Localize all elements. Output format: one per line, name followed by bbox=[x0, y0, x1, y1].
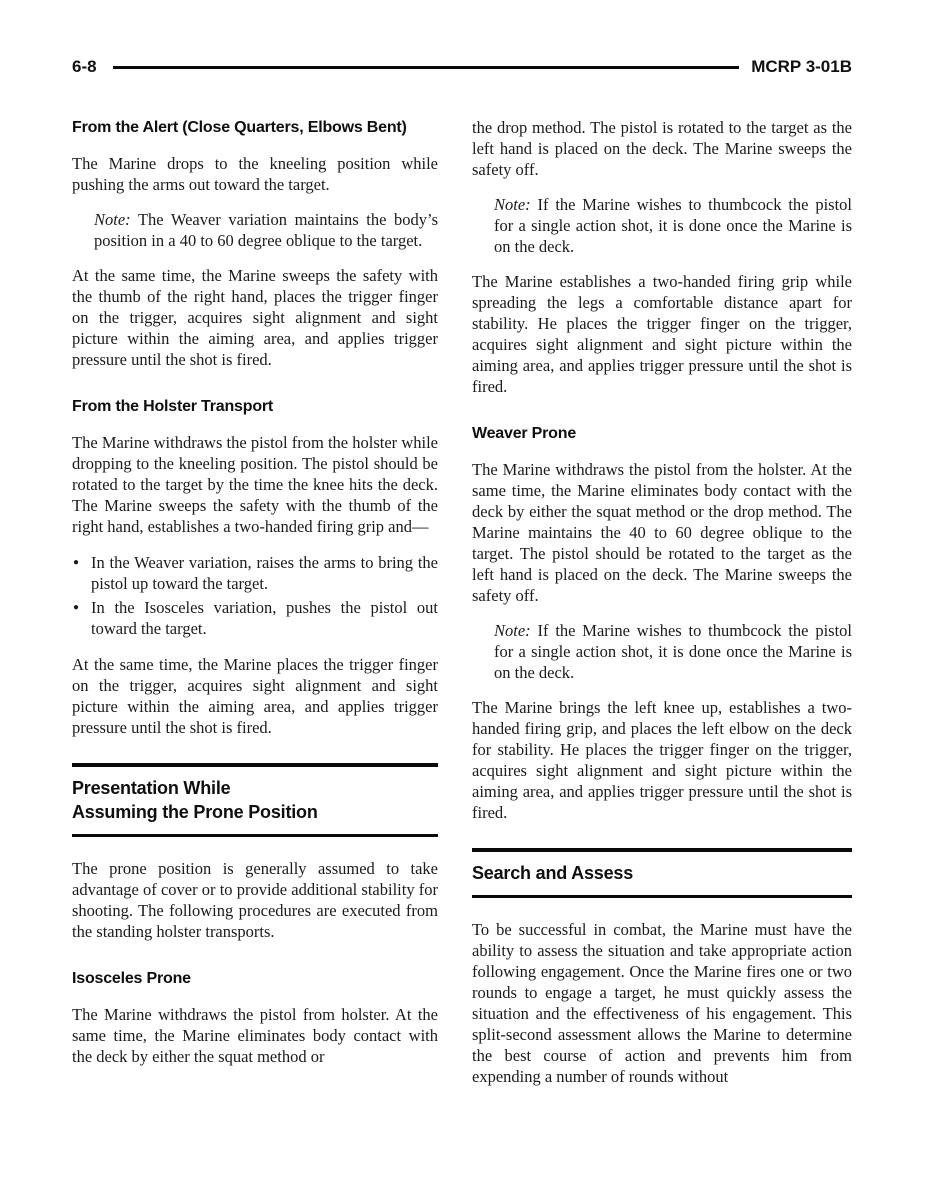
heading-weaver-prone: Weaver Prone bbox=[472, 425, 577, 442]
note bbox=[494, 194, 852, 257]
bullet-list bbox=[72, 552, 438, 639]
bullet-icon: ● bbox=[73, 557, 80, 568]
section-heading-presentation-prone bbox=[72, 763, 438, 837]
paragraph: The Marine establishes a two-handed firing grip while spreading the legs a comfortable distance apart for stability. He places the trigger finger on the trigger, acquires sight alignment and sight picture within the aiming area, and applies trigger pressure until the shot is fired. bbox=[472, 272, 852, 396]
note-label: Note: bbox=[494, 195, 531, 214]
note-label: Note: bbox=[94, 210, 131, 229]
page-number: 6-8 bbox=[72, 57, 97, 76]
two-column-body bbox=[72, 117, 852, 1101]
section-title bbox=[72, 776, 438, 824]
note-text: If the Marine wishes to thumbcock the pistol for a single action shot, it is done once the Marine is on the deck. bbox=[494, 621, 852, 682]
list-item-text: In the Isosceles variation, pushes the pistol out toward the target. bbox=[91, 598, 438, 638]
heading-from-the-holster-transport: From the Holster Transport bbox=[72, 398, 274, 415]
paragraph: The Marine withdraws the pistol from the holster. At the same time, the Marine eliminates body contact with the deck by either the squat method or the drop method. The Marine maintains the 40 to 60 degree oblique to the target. The pistol should be rotated to the target as the left hand is placed on the deck. The Marine sweeps the safety off. bbox=[472, 460, 852, 605]
page-header bbox=[72, 56, 852, 77]
heading-isosceles-prone: Isosceles Prone bbox=[72, 970, 191, 987]
list-item bbox=[72, 597, 438, 639]
heading-from-the-alert: From the Alert (Close Quarters, Elbows Bent) bbox=[72, 119, 407, 136]
section-title-line2: Assuming the Prone Position bbox=[72, 802, 318, 822]
paragraph: The Marine withdraws the pistol from holster. At the same time, the Marine eliminates body contact with the deck by either the squat method or bbox=[72, 1005, 438, 1066]
doc-code: MCRP 3-01B bbox=[751, 57, 852, 76]
note bbox=[494, 620, 852, 683]
paragraph: At the same time, the Marine sweeps the safety with the thumb of the right hand, places the trigger finger on the trigger, acquires sight alignment and sight picture within the aiming area, and applies trigger pressure until the shot is fired. bbox=[72, 266, 438, 369]
paragraph: The prone position is generally assumed to take advantage of cover or to provide additional stability for shooting. The following procedures are executed from the standing holster transports. bbox=[72, 859, 438, 941]
column-left bbox=[72, 117, 438, 1101]
note-label: Note: bbox=[494, 621, 531, 640]
section-title-line1: Presentation While bbox=[72, 778, 231, 798]
note bbox=[94, 209, 438, 251]
header-rule bbox=[113, 66, 740, 69]
paragraph: The Marine drops to the kneeling position while pushing the arms out toward the target. bbox=[72, 154, 438, 194]
paragraph: The Marine withdraws the pistol from the holster while dropping to the kneeling position. The pistol should be rotated to the target by the time the knee hits the deck. The Marine sweeps the safety with the thumb of the right hand, establishes a two-handed firing grip and— bbox=[72, 433, 438, 536]
bullet-icon: ● bbox=[73, 602, 80, 613]
paragraph: the drop method. The pistol is rotated to the target as the left hand is placed on the deck. The Marine sweeps the safety off. bbox=[472, 118, 852, 179]
paragraph: To be successful in combat, the Marine must have the ability to assess the situation and take appropriate action following engagement. Once the Marine fires one or two rounds to engage a target, he must quickly assess the situation and the effectiveness of his engagement. This split-second assessment allows the Marine to determine the best course of action and prevents him from expending a number of rounds without bbox=[472, 920, 852, 1086]
list-item bbox=[72, 552, 438, 594]
list-item-text: In the Weaver variation, raises the arms to bring the pistol up toward the target. bbox=[91, 553, 438, 593]
section-heading-search-and-assess bbox=[472, 848, 852, 898]
column-right bbox=[472, 117, 852, 1101]
note-text: If the Marine wishes to thumbcock the pistol for a single action shot, it is done once the Marine is on the deck. bbox=[494, 195, 852, 256]
paragraph: The Marine brings the left knee up, establishes a two-handed firing grip, and places the left elbow on the deck for stability. He places the trigger finger on the trigger, acquires sight alignment and sight picture within the aiming area, and applies trigger pressure until the shot is fired. bbox=[472, 698, 852, 822]
note-text: The Weaver variation maintains the body’s position in a 40 to 60 degree oblique to the target. bbox=[94, 210, 438, 250]
section-title-line1: Search and Assess bbox=[472, 863, 634, 883]
paragraph: At the same time, the Marine places the trigger finger on the trigger, acquires sight alignment and sight picture within the aiming area, and applies trigger pressure until the shot is fired. bbox=[72, 655, 438, 737]
section-title bbox=[472, 861, 852, 885]
